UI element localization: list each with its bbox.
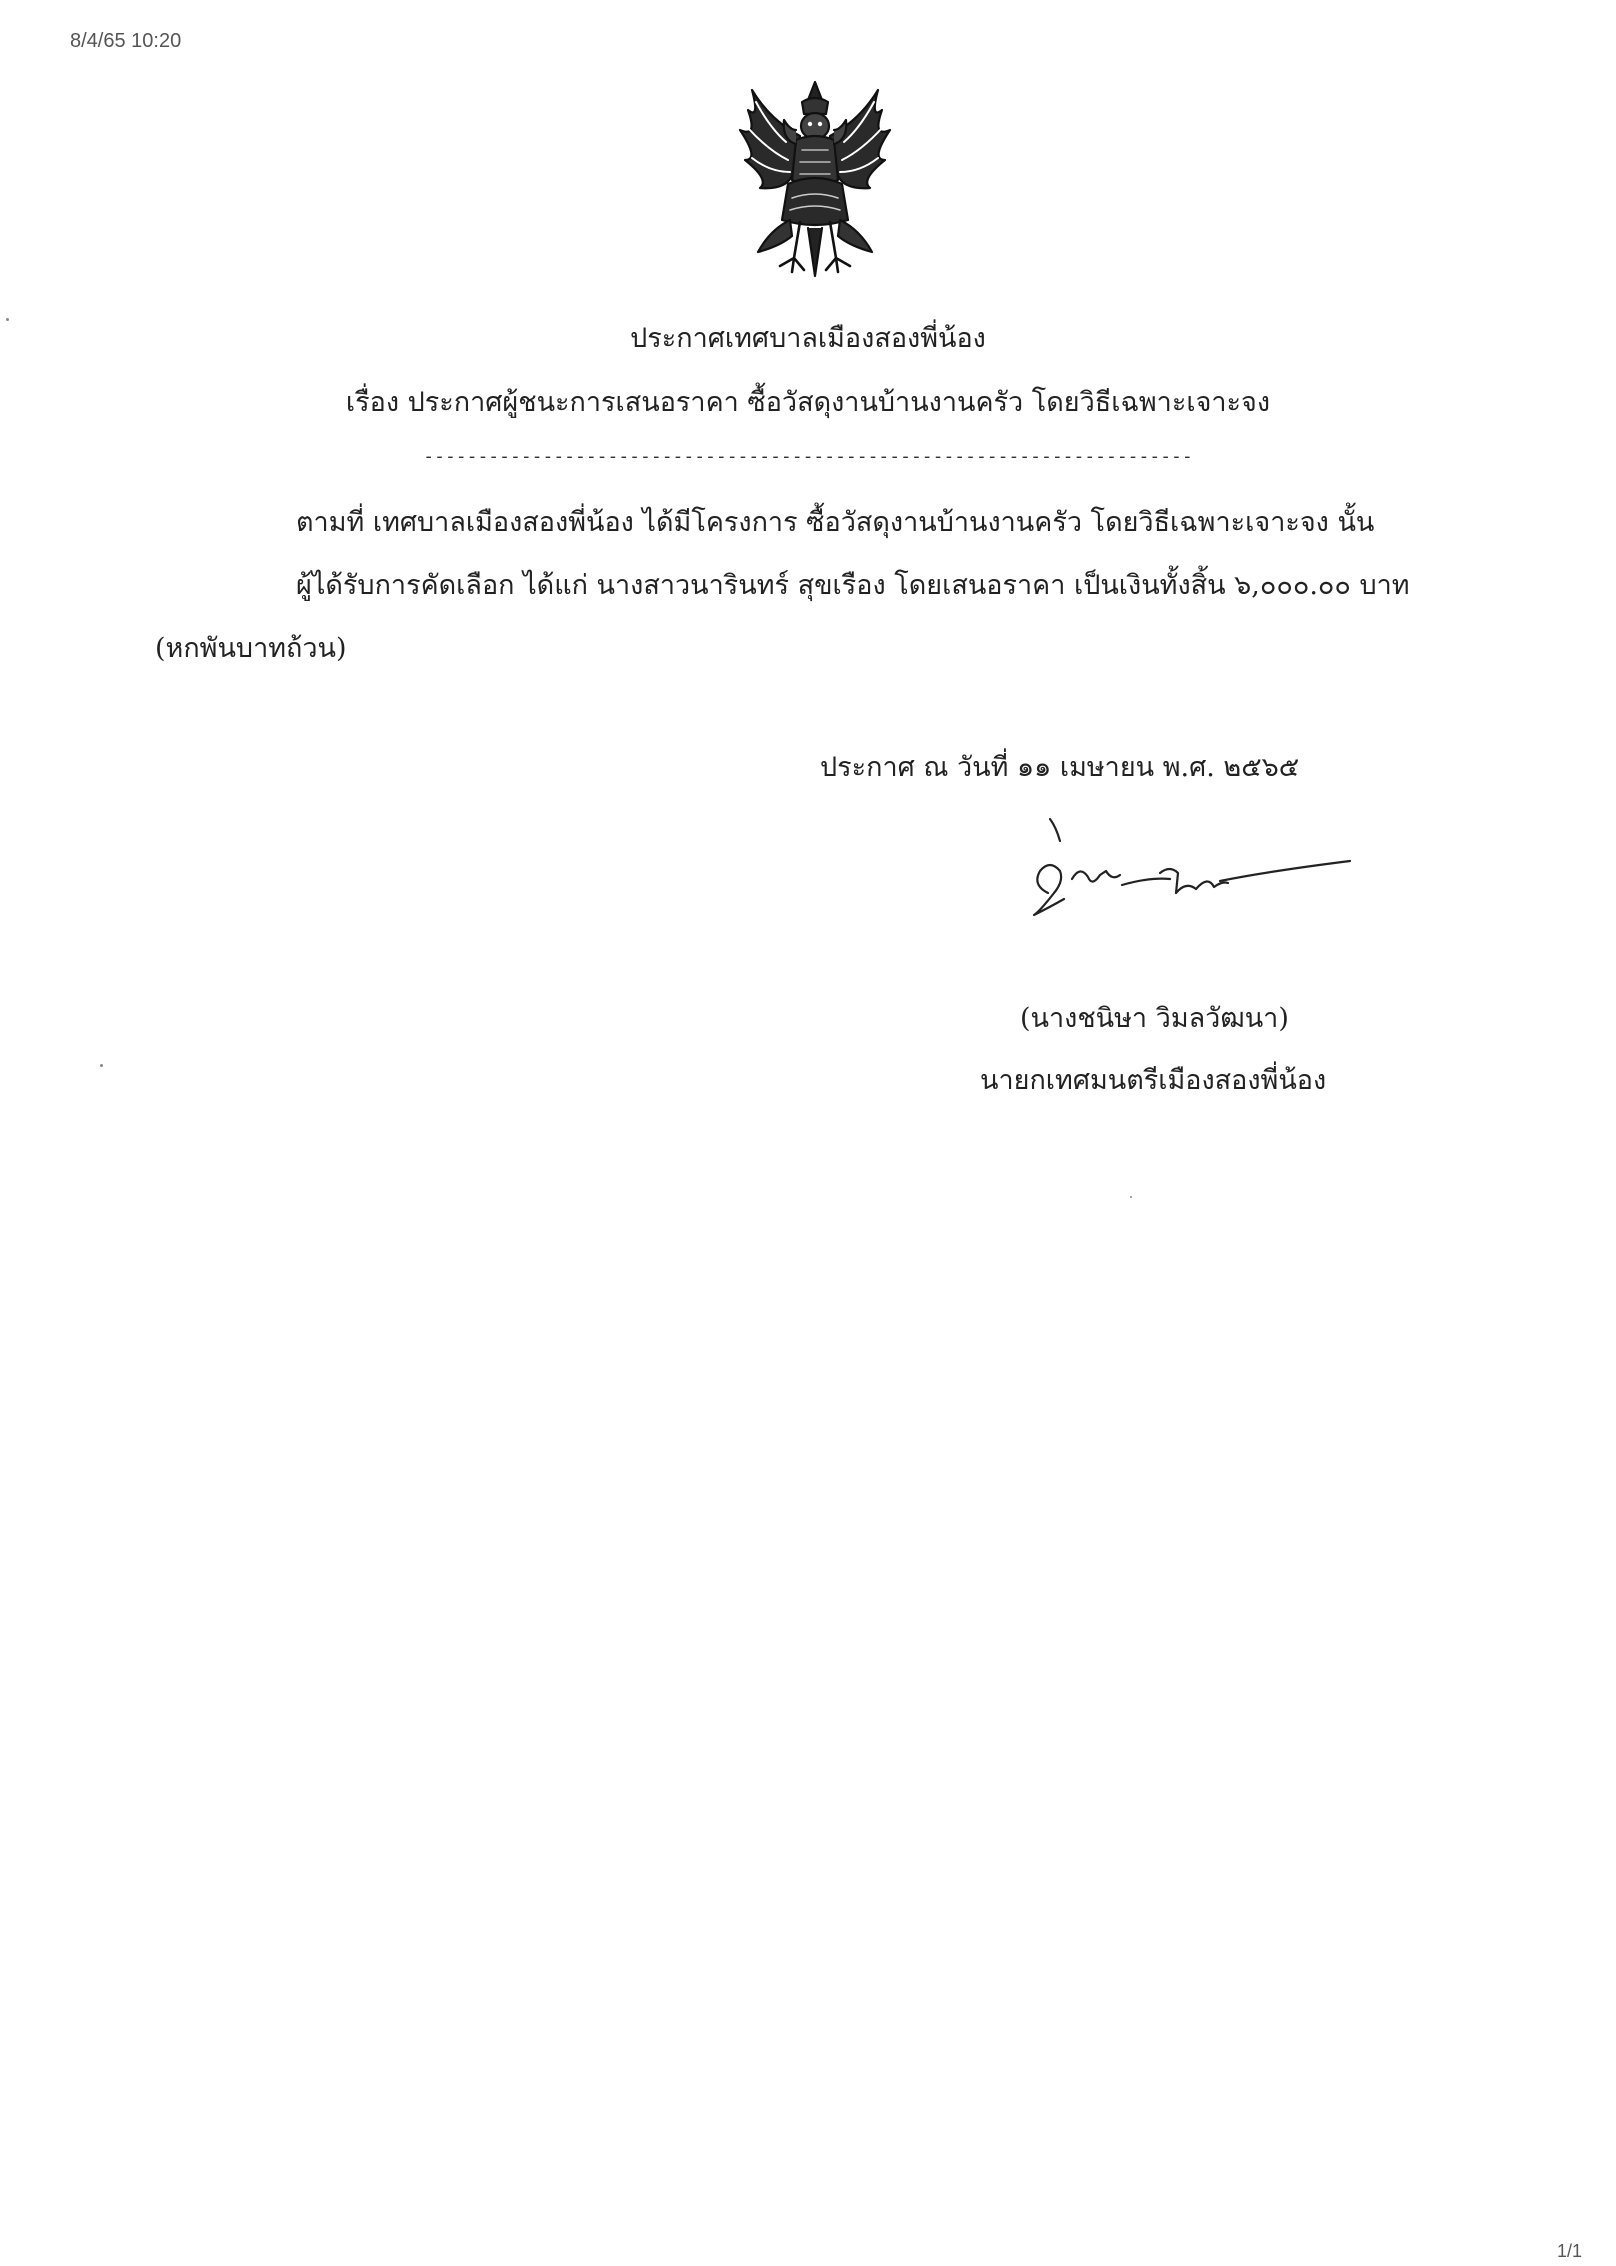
body-paragraph-line-1: ตามที่ เทศบาลเมืองสองพี่น้อง ได้มีโครงการ ซื้อวัสดุงานบ้านงานครัว โดยวิธีเฉพาะเจาะจง นั้น xyxy=(296,507,1375,538)
scan-timestamp: 8/4/65 10:20 xyxy=(70,30,182,52)
signatory-position: นายกเทศมนตรีเมืองสองพี่น้อง xyxy=(980,1065,1327,1096)
divider-line: ----------------------------------------------------------------------- xyxy=(423,446,1193,467)
garuda-emblem-icon xyxy=(730,80,900,285)
scan-speck xyxy=(1130,1196,1132,1198)
signature-image xyxy=(1010,815,1360,935)
announcement-subject: เรื่อง ประกาศผู้ชนะการเสนอราคา ซื้อวัสดุงานบ้านงานครัว โดยวิธีเฉพาะเจาะจง xyxy=(345,387,1271,418)
announcement-date: ประกาศ ณ วันที่ ๑๑ เมษายน พ.ศ. ๒๕๖๕ xyxy=(820,752,1300,783)
scan-speck xyxy=(100,1064,103,1067)
announcement-title: ประกาศเทศบาลเมืองสองพี่น้อง xyxy=(630,323,986,354)
page-number: 1/1 xyxy=(1556,2241,1582,2261)
body-paragraph-line-3: (หกพันบาทถ้วน) xyxy=(155,633,347,664)
scan-speck xyxy=(6,318,9,321)
signatory-name: (นางชนิษา วิมลวัฒนา) xyxy=(1020,1003,1289,1034)
body-paragraph-line-2: ผู้ได้รับการคัดเลือก ได้แก่ นางสาวนารินทร์ สุขเรือง โดยเสนอราคา เป็นเงินทั้งสิ้น ๖,๐๐๐.๐๐ บาท xyxy=(296,570,1410,601)
